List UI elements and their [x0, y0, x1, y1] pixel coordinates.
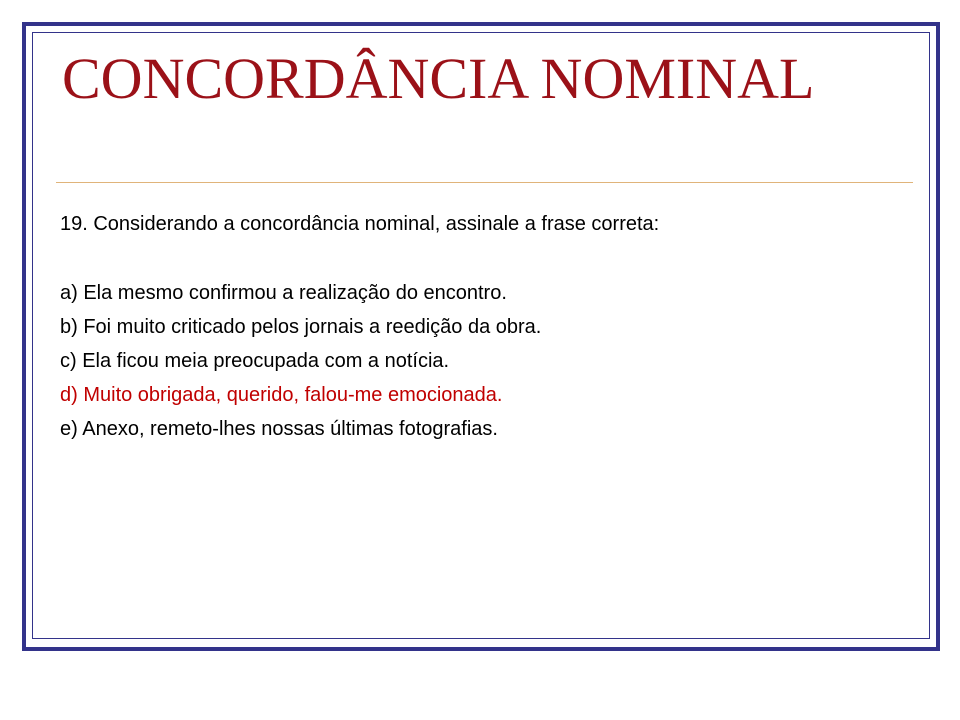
option-c: c) Ela ficou meia preocupada com a notícia. — [60, 350, 450, 372]
option-b: b) Foi muito criticado pelos jornais a reedição da obra. — [60, 316, 542, 338]
question-text: 19. Considerando a concordância nominal, assinale a frase correta: — [60, 213, 660, 235]
option-d-correct-answer: d) Muito obrigada, querido, falou-me emocionada. — [60, 384, 503, 406]
slide-content — [60, 208, 910, 446]
slide-title: CONCORDÂNCIA NOMINAL — [62, 46, 815, 111]
options-list — [60, 276, 910, 446]
option-e: e) Anexo, remeto-lhes nossas últimas fotografias. — [60, 418, 498, 440]
option-a: a) Ela mesmo confirmou a realização do encontro. — [60, 282, 507, 304]
title-divider — [56, 182, 913, 183]
